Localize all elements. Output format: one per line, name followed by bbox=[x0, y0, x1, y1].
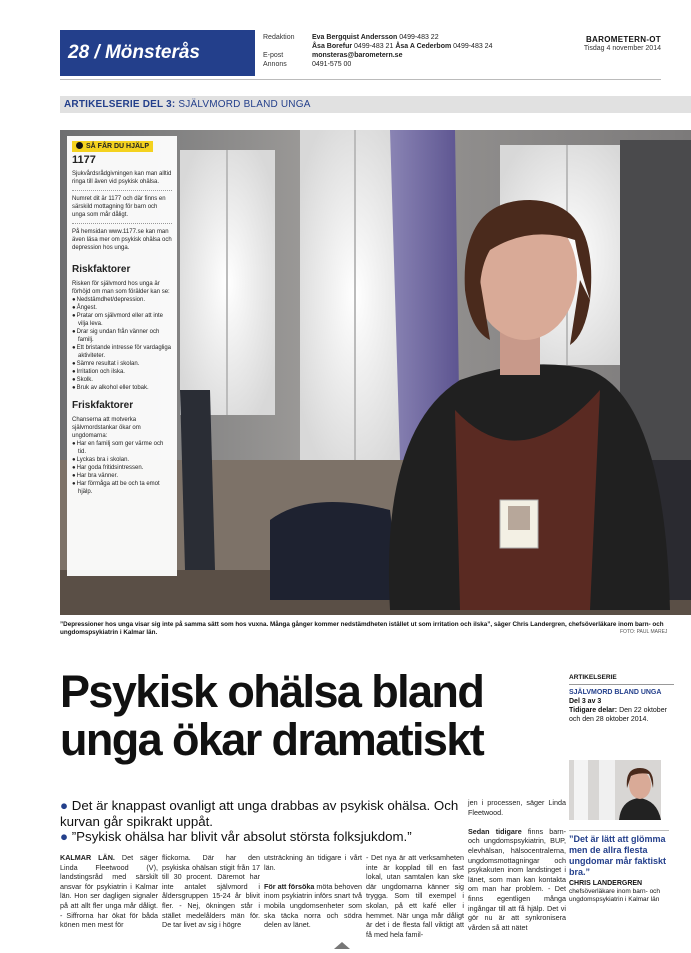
protect-item: ● Har förmåga att be och ta emot hjälp. bbox=[72, 480, 172, 496]
body-column-3 bbox=[264, 853, 362, 930]
editor-1-name: Eva Bergquist Andersson bbox=[312, 34, 398, 41]
editor-3-phone: 0499-483 24 bbox=[453, 43, 493, 50]
risk-item: ● Pratar om självmord eller att inte vilja leva. bbox=[72, 312, 172, 328]
body-col3-text-a: utsträckning än tidigare i vårt län. bbox=[264, 853, 362, 872]
label-blank bbox=[263, 42, 295, 51]
risk-item: ● Sämre resultat i skolan. bbox=[72, 360, 172, 368]
label-annons: Annons bbox=[263, 61, 287, 68]
newspaper-name: BAROMETERN-OT bbox=[585, 35, 661, 44]
risk-list bbox=[72, 296, 172, 392]
lead-line-2-text: ”Psykisk ohälsa har blivit vår absolut största folksjukdom.” bbox=[71, 829, 412, 844]
infobox-tag bbox=[72, 141, 153, 152]
series-sidebar bbox=[569, 673, 674, 724]
risk-item: ● Ett bristande intresse för vardagliga aktiviteter. bbox=[72, 344, 172, 360]
quote-name: CHRIS LANDERGREN bbox=[569, 880, 643, 887]
phone-icon bbox=[76, 142, 83, 149]
protect-title: Friskfaktorer bbox=[72, 400, 134, 411]
risk-item: ● Nedstämdhet/depression. bbox=[72, 296, 172, 304]
quote-role: chefsöverläkare inom barn- och ungdomspsykiatrin i Kalmar län bbox=[569, 888, 661, 903]
protect-item: ● Har en familj som ger värme och tid. bbox=[72, 440, 172, 456]
dateline: KALMAR LÄN. bbox=[60, 853, 115, 862]
label-email: E-post bbox=[263, 52, 284, 59]
ad-phone: 0491-575 00 bbox=[312, 61, 352, 68]
risk-item: ● Bruk av alkohol eller tobak. bbox=[72, 384, 172, 392]
lead-line-2 bbox=[60, 829, 460, 845]
body-col5-text-b: finns barn- och ungdomspsykiatrin, BUP, elevhälsan, hälsocentralerna, ungdomsmottagningar och psykakuten inom landstinget i länet, som man kan kontakta om man har problem. - Det finns egentligen många ingångar till att få hjälp. Det vi gör nu är att synkronisera vården så att nätet bbox=[468, 826, 566, 932]
body-column-1 bbox=[60, 853, 158, 930]
protect-item: ● Lyckas bra i skolan. bbox=[72, 456, 172, 464]
lead-line-1 bbox=[60, 798, 460, 829]
body-column-5 bbox=[468, 798, 566, 932]
sidebar-earlier-text: Den 22 oktober och den 28 oktober 2014. bbox=[569, 707, 667, 723]
sidebar-label: ARTIKELSERIE bbox=[569, 673, 674, 685]
label-redaktion: Redaktion bbox=[263, 34, 295, 41]
risk-title: Riskfaktorer bbox=[72, 264, 131, 275]
quote-portrait bbox=[569, 760, 661, 820]
protect-item: ● Har bra vänner. bbox=[72, 472, 172, 480]
continue-arrow-icon[interactable] bbox=[334, 942, 350, 949]
body-column-4: - Det nya är att verksamheten inte är kopplad till en fast lokal, utan samtalen kan ske där ungdomarna känner sig trygga. Som till exempel i skolan, på ett kafé eller i hemmet. När unga mår dåligt är det i de flesta fall viktigt att få med hela famil- bbox=[366, 853, 464, 939]
lead-text bbox=[60, 798, 460, 845]
editor-3-name: Åsa A Cederbom bbox=[395, 43, 452, 50]
email-address[interactable]: monsteras@barometern.se bbox=[312, 52, 403, 59]
sidebar-series: SJÄLVMORD BLAND UNGA bbox=[569, 689, 662, 696]
protect-item: ● Har goda fritidsintressen. bbox=[72, 464, 172, 472]
series-part: ARTIKELSERIE DEL 3: bbox=[64, 99, 176, 110]
protect-list bbox=[72, 440, 172, 496]
masthead-contacts bbox=[312, 33, 492, 69]
editor-2-phone: 0499-483 21 bbox=[354, 43, 394, 50]
editor-2-name: Åsa Borefur bbox=[312, 43, 353, 50]
body-col3-text-b: möta behoven inom psykiatrin införs snart två mobila ungdomsenheter som ska täcka norra och södra delen av länet. bbox=[264, 881, 362, 930]
series-topic: SJÄLVMORD BLAND UNGA bbox=[178, 99, 311, 110]
pull-quote: ”Det är lätt att glömma men de allra flesta ungdomar mår faktiskt bra.” bbox=[569, 830, 669, 878]
masthead-divider bbox=[60, 79, 661, 80]
issue-date: Tisdag 4 november 2014 bbox=[583, 45, 661, 52]
help-infobox bbox=[67, 136, 177, 576]
page-label: 28 / Mönsterås bbox=[60, 30, 255, 76]
lead-line-1-text: Det är knappast ovanligt att unga drabbas av psykisk ohälsa. Och kurvan går spikrakt uppåt. bbox=[60, 798, 459, 829]
body-column-2: flickorna. Där har den psykiska ohälsan stigit från 17 till 30 procent. Däremot har inte antalet självmord i åldersgruppen 15-24 år blivit fler. - Nej, ökningen står i stället medelålders män för. De tar livet av sig i högre bbox=[162, 853, 260, 930]
headline: Psykisk ohälsa bland unga ökar dramatiskt bbox=[60, 666, 484, 765]
infobox-p3: På hemsidan www.1177.se kan man även läsa mer om psykisk ohälsa och depression hos unga. bbox=[72, 229, 172, 251]
infobox-tag-label: SÅ FÅR DU HJÄLP bbox=[86, 143, 150, 150]
photo-caption: ”Depressioner hos unga visar sig inte på samma sätt som hos vuxna. Många gånger kommer nedstämdheten istället ut som irritation och ilska”, säger Chris Landergren, chefsöverläkare inom barn- och ungdomspsykiatrin i Kalmar län. bbox=[60, 621, 664, 636]
infobox-title: 1177 bbox=[72, 154, 96, 166]
editor-1-phone: 0499-483 22 bbox=[399, 34, 439, 41]
subhead-2: Sedan tidigare bbox=[468, 826, 522, 836]
risk-item: ● Drar sig undan från vänner och familj. bbox=[72, 328, 172, 344]
bullet-icon: ● bbox=[60, 798, 69, 813]
portrait-thumbnail bbox=[569, 760, 661, 820]
risk-item: ● Skolk. bbox=[72, 376, 172, 384]
quote-attribution bbox=[569, 880, 669, 904]
sidebar-earlier-label: Tidigare delar: bbox=[569, 707, 618, 714]
subhead-1: För att försöka bbox=[264, 881, 315, 891]
series-bar bbox=[60, 96, 691, 113]
sidebar-earlier bbox=[569, 706, 674, 724]
sidebar-part: Del 3 av 3 bbox=[569, 698, 602, 705]
infobox-p1: Sjukvårdsrådgivningen kan man alltid ringa till även vid psykisk ohälsa. bbox=[72, 170, 172, 191]
protect-intro: Chanserna att motverka självmordstankar ökar om ungdomarna: bbox=[72, 417, 141, 439]
photo-credit: FOTO: PAUL MAREJ bbox=[620, 629, 668, 635]
masthead-labels bbox=[263, 33, 295, 69]
bullet-icon: ● bbox=[60, 829, 69, 844]
body-col5-text-a: jen i processen, säger Linda Fleetwood. bbox=[468, 798, 566, 817]
risk-item: ● Irritation och ilska. bbox=[72, 368, 172, 376]
infobox-p2: Numret dit är 1177 och där finns en särskild mottagning för barn och unga som mår dåligt. bbox=[72, 195, 172, 224]
risk-intro: Risken för självmord hos unga är förhöjd om man som förälder kan se: bbox=[72, 281, 170, 295]
risk-item: ● Ångest. bbox=[72, 304, 172, 312]
body-col1-text: Det säger Linda Fleetwood (V), landstingsråd med särskilt ansvar för psykiatrin i Kalmar län. Hon ser dagligen signaler på att allt fler unga mår dåligt. - Siffrorna har ökat för båda könen men mest för bbox=[60, 853, 159, 930]
